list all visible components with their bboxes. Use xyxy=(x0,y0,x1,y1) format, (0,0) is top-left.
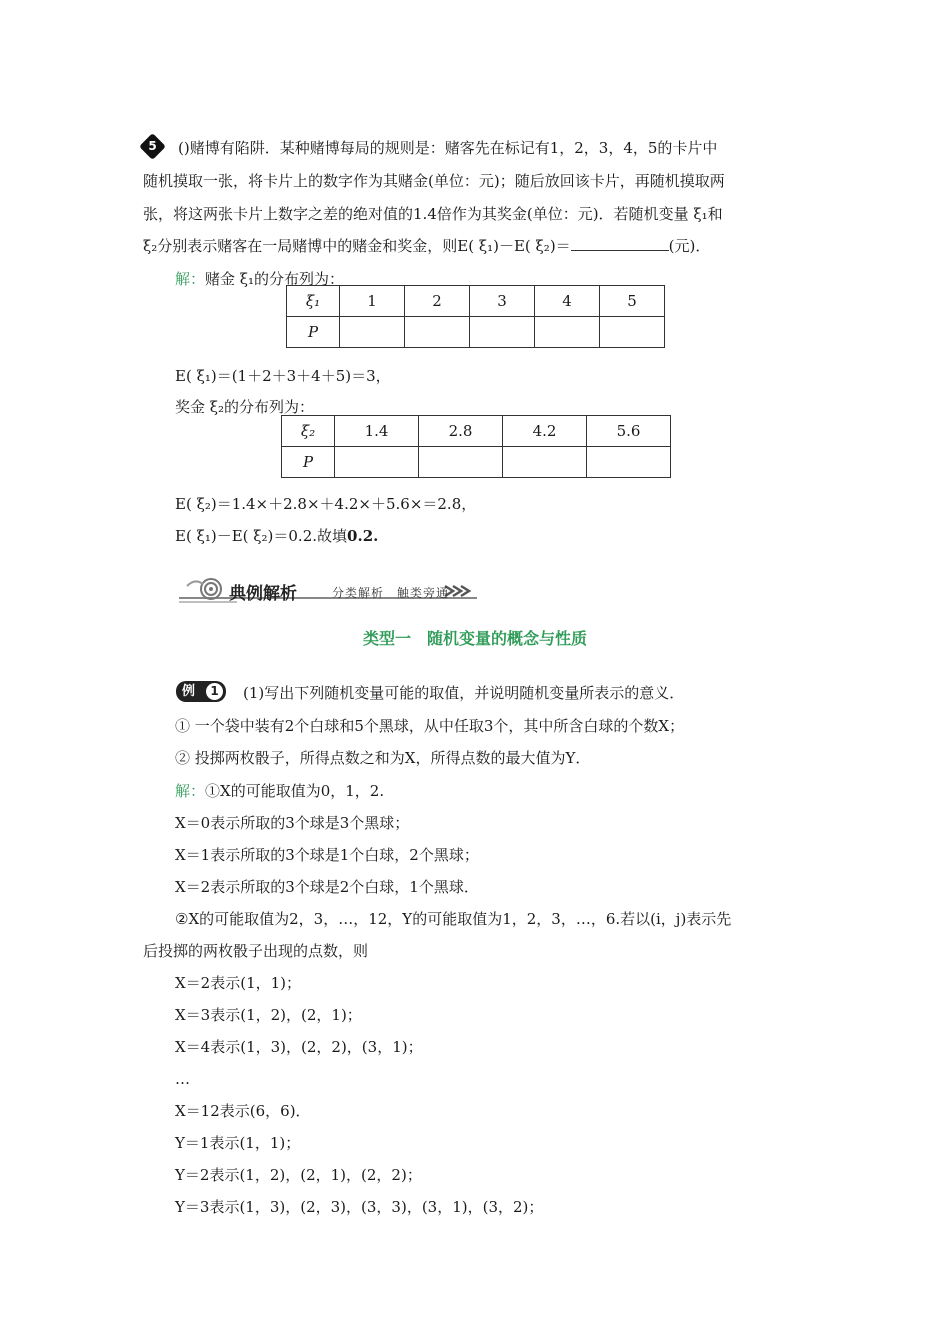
solution-line-2: 奖金 ξ₂的分布列为： xyxy=(175,398,315,416)
problem-text-line-1: ()赌博有陷阱．某种赌博每局的规则是：赌客先在标记有1，2，3，4，5的卡片中 xyxy=(178,139,718,157)
expectation-difference: E( ξ₁)－E( ξ₂)＝0.2.故填0.2. xyxy=(175,527,379,545)
example-solution-line-5: ②X的可能取值为2，3，…，12，Y的可能取值为1，2，3，…，6.若以(i，j)表示先 xyxy=(175,910,732,928)
example-question-line-1: (1)写出下列随机变量可能的取值，并说明随机变量所表示的意义． xyxy=(243,684,685,702)
expectation-1: E( ξ₁)＝(1＋2＋3＋4＋5)＝3， xyxy=(175,367,391,385)
example-question-line-3: ② 投掷两枚骰子，所得点数之和为X，所得点数的最大值为Y． xyxy=(175,749,591,767)
example-badge: 例 1 xyxy=(176,681,226,702)
section-title: 类型一 随机变量的概念与性质 xyxy=(362,629,587,648)
example-solution-line-6: 后投掷的两枚骰子出现的点数，则 xyxy=(143,942,369,960)
solution-label: 解： xyxy=(175,270,206,288)
problem-text-line-4: ξ₂分别表示赌客在一局赌博中的赌金和奖金，则E( ξ₁)－E( ξ₂)＝ (元)． xyxy=(143,237,711,255)
final-answer: 0.2. xyxy=(347,527,379,545)
example-solution-line-13: Y＝2表示(1，2)，(2，1)，(2，2)； xyxy=(175,1166,422,1184)
answer-blank xyxy=(571,236,669,251)
banner-title: 典例解析 xyxy=(229,584,297,604)
example-solution-line-4: X＝2表示所取的3个球是2个白球，1个黑球． xyxy=(175,878,479,896)
example-solution-line-10: … xyxy=(175,1070,190,1088)
example-solution-line-14: Y＝3表示(1，3)，(2，3)，(3，3)，(3，1)，(3，2)； xyxy=(175,1198,544,1216)
solution-line-1: 解：赌金 ξ₁的分布列为： xyxy=(175,270,345,288)
example-solution-line-8: X＝3表示(1，2)，(2，1)； xyxy=(175,1006,362,1024)
problem-text-line-2: 随机摸取一张，将卡片上的数字作为其赌金(单位：元)；随后放回该卡片，再随机摸取两 xyxy=(143,172,725,190)
problem-number-badge: 5 xyxy=(139,133,166,160)
example-question-line-2: ① 一个袋中装有2个白球和5个黑球，从中任取3个，其中所含白球的个数X； xyxy=(175,717,685,735)
distribution-table-2: ξ₂ 1.4 2.8 4.2 5.6 P xyxy=(281,415,671,478)
example-solution-line-3: X＝1表示所取的3个球是1个白球，2个黑球； xyxy=(175,846,479,864)
example-solution-label: 解： xyxy=(175,782,206,800)
example-solution-line-11: X＝12表示(6，6)． xyxy=(175,1102,311,1120)
section-banner xyxy=(177,576,497,606)
example-solution-line-9: X＝4表示(1，3)，(2，2)，(3，1)； xyxy=(175,1038,423,1056)
example-solution-line-7: X＝2表示(1，1)； xyxy=(175,974,302,992)
example-solution-line-12: Y＝1表示(1，1)； xyxy=(175,1134,301,1152)
example-solution-line-1: 解：①X的可能取值为0，1，2. xyxy=(175,782,385,800)
banner-subtitle: 分类解析 触类旁通 xyxy=(332,586,450,600)
expectation-2: E( ξ₂)＝1.4×＋2.8×＋4.2×＋5.6×＝2.8， xyxy=(175,495,477,513)
problem-text-line-3: 张，将这两张卡片上数字之差的绝对值的1.4倍作为其奖金(单位：元)．若随机变量 ξ₁和 xyxy=(143,205,723,223)
distribution-table-1: ξ₁ 1 2 3 4 5 P xyxy=(286,285,665,348)
example-solution-line-2: X＝0表示所取的3个球是3个黑球； xyxy=(175,814,410,832)
